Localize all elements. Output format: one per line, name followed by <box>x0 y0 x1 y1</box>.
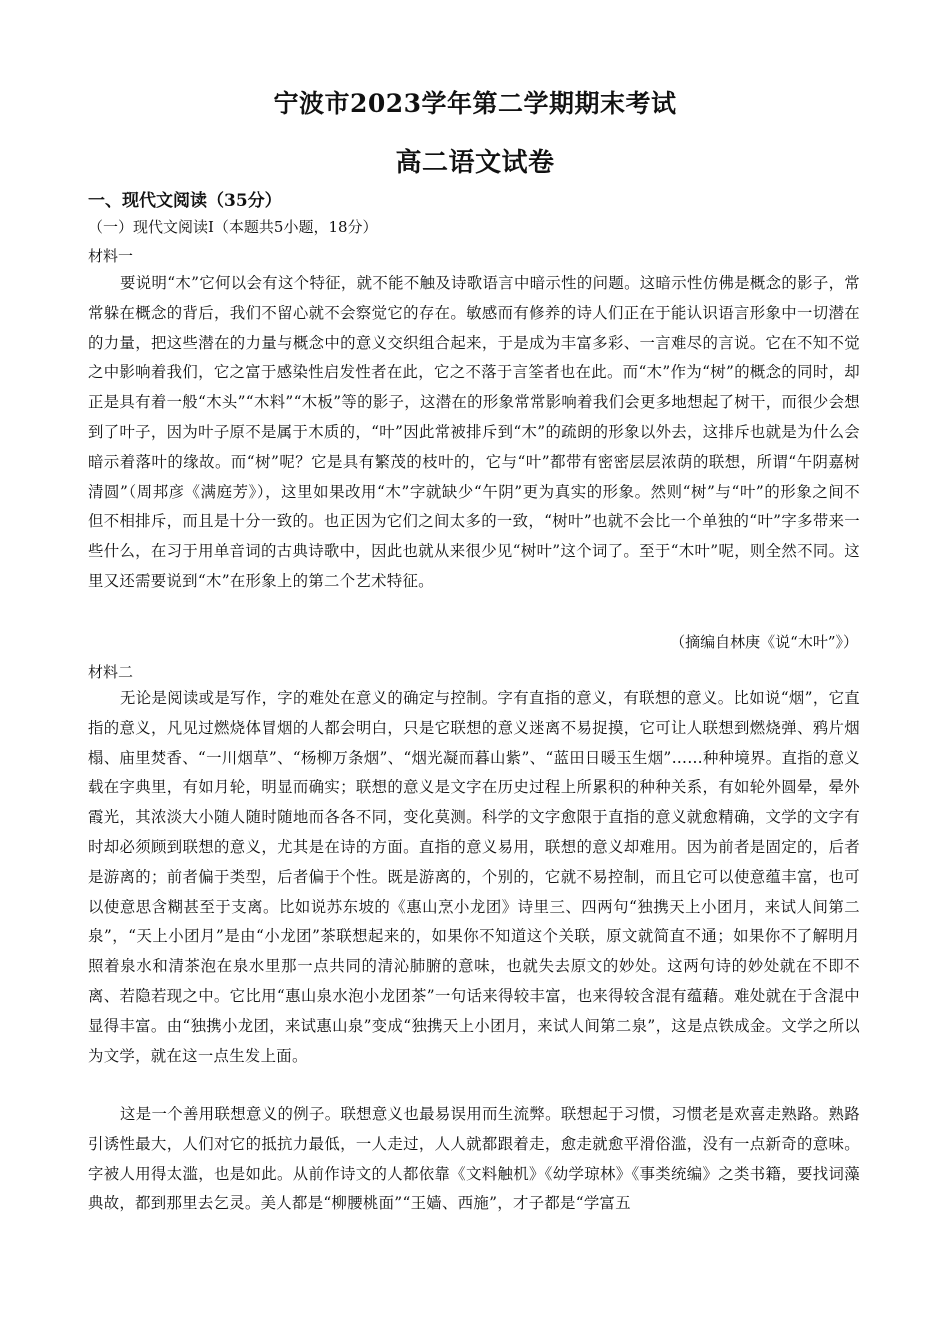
material2-paragraph-1: 无论是阅读或是写作，字的难处在意义的确定与控制。字有直指的意义，有联想的意义。比如说“烟”，它直指的意义，凡见过燃烧体冒烟的人都会明白，只是它联想的意义迷离不易捉摸，它可让人联想到燃烧弹、鸦片烟榻、庙里焚香、“一川烟草”、“杨柳万条烟”、“烟光凝而暮山紫”、“蓝田日暖玉生烟”……种种境界。直指的意义载在字典里，有如月轮，明显而确实；联想的意义是文字在历史过程上所累积的种种关系，有如轮外圆晕，晕外霞光，其浓淡大小随人随时随地而各各不同，变化莫测。科学的文字愈限于直指的意义就愈精确，文学的文字有时却必须顾到联想的意义，尤其是在诗的方面。直指的意义易用，联想的意义却难用。因为前者是固定的，后者是游离的；前者偏于类型，后者偏于个性。既是游离的，个别的，它就不易控制，而且它可以使意蕴丰富，也可以使意思含糊甚至于支离。比如说苏东坡的《惠山烹小龙团》诗里三、四两句“独携天上小团月，来试人间第二泉”，“天上小团月”是由“小龙团”茶联想起来的，如果你不知道这个关联，原文就简直不通；如果你不了解明月照着泉水和清茶泡在泉水里那一点共同的清沁肺腑的意味，也就失去原文的妙处。这两句诗的妙处就在不即不离、若隐若现之中。它比用“惠山泉水泡小龙团茶”一句话来得较丰富，也来得较含混有蕴藉。难处就在于含混中显得丰富。由“独携小龙团，来试惠山泉”变成“独携天上小团月，来试人间第二泉”，这是点铁成金。文学之所以为文学，就在这一点生发上面。 <box>88 689 860 1065</box>
material2-label: 材料二 <box>88 663 134 681</box>
section-subheading: （一）现代文阅读Ⅰ（本题共5小题，18分） <box>88 218 378 236</box>
material1-paragraph: 要说明“木”它何以会有这个特征，就不能不触及诗歌语言中暗示性的问题。这暗示性仿佛是概念的影子，常常躲在概念的背后，我们不留心就不会察觉它的存在。敏感而有修养的诗人们正在于能认识语言形象中一切潜在的力量，把这些潜在的力量与概念中的意义交织组合起来，于是成为丰富多彩、一言难尽的言说。它在不知不觉之中影响着我们，它之富于感染性启发性者在此，它之不落于言筌者也在此。而“木”作为“树”的概念的同时，却正是具有着一般“木头”“木料”“木板”等的影子，这潜在的形象常常影响着我们会更多地想起了树干，而很少会想到了叶子，因为叶子原不是属于木质的，“叶”因此常被排斥到“木”的疏朗的形象以外去，这排斥也就是为什么会暗示着落叶的缘故。而“树”呢？它是具有繁茂的枝叶的，它与“叶”都带有密密层层浓荫的联想，所谓“午阴嘉树清圆”（周邦彦《满庭芳》），这里如果改用“木”字就缺少“午阴”更为真实的形象。然则“树”与“叶”的形象之间不但不相排斥，而且是十分一致的。也正因为它们之间太多的一致，“树叶”也就不会比一个单独的“叶”字多带来一些什么，在习于用单音词的古典诗歌中，因此也就从来很少见“树叶”这个词了。至于“木叶”呢，则全然不同。这里又还需要说到“木”在形象上的第二个艺术特征。 <box>88 274 860 590</box>
exam-subtitle: 高二语文试卷 <box>395 148 555 178</box>
material1-source: （摘编自林庚《说“木叶”》） <box>670 633 858 651</box>
material1-label: 材料一 <box>88 247 134 265</box>
section-heading: 一、现代文阅读（35分） <box>88 191 282 211</box>
material2-paragraph-2: 这是一个善用联想意义的例子。联想意义也最易误用而生流弊。联想起于习惯，习惯老是欢喜走熟路。熟路引诱性最大，人们对它的抵抗力最低，一人走过，人人就都跟着走，愈走就愈平滑俗滥，没有一点新奇的意味。字被人用得太滥，也是如此。从前作诗文的人都依靠《文料触机》《幼学琼林》《事类统编》之类书籍，要找词藻典故，都到那里去乞灵。美人都是“柳腰桃面”“王嫱、西施”，才子都是“学富五 <box>88 1105 860 1213</box>
exam-title: 宁波市2023学年第二学期期末考试 <box>273 89 677 118</box>
